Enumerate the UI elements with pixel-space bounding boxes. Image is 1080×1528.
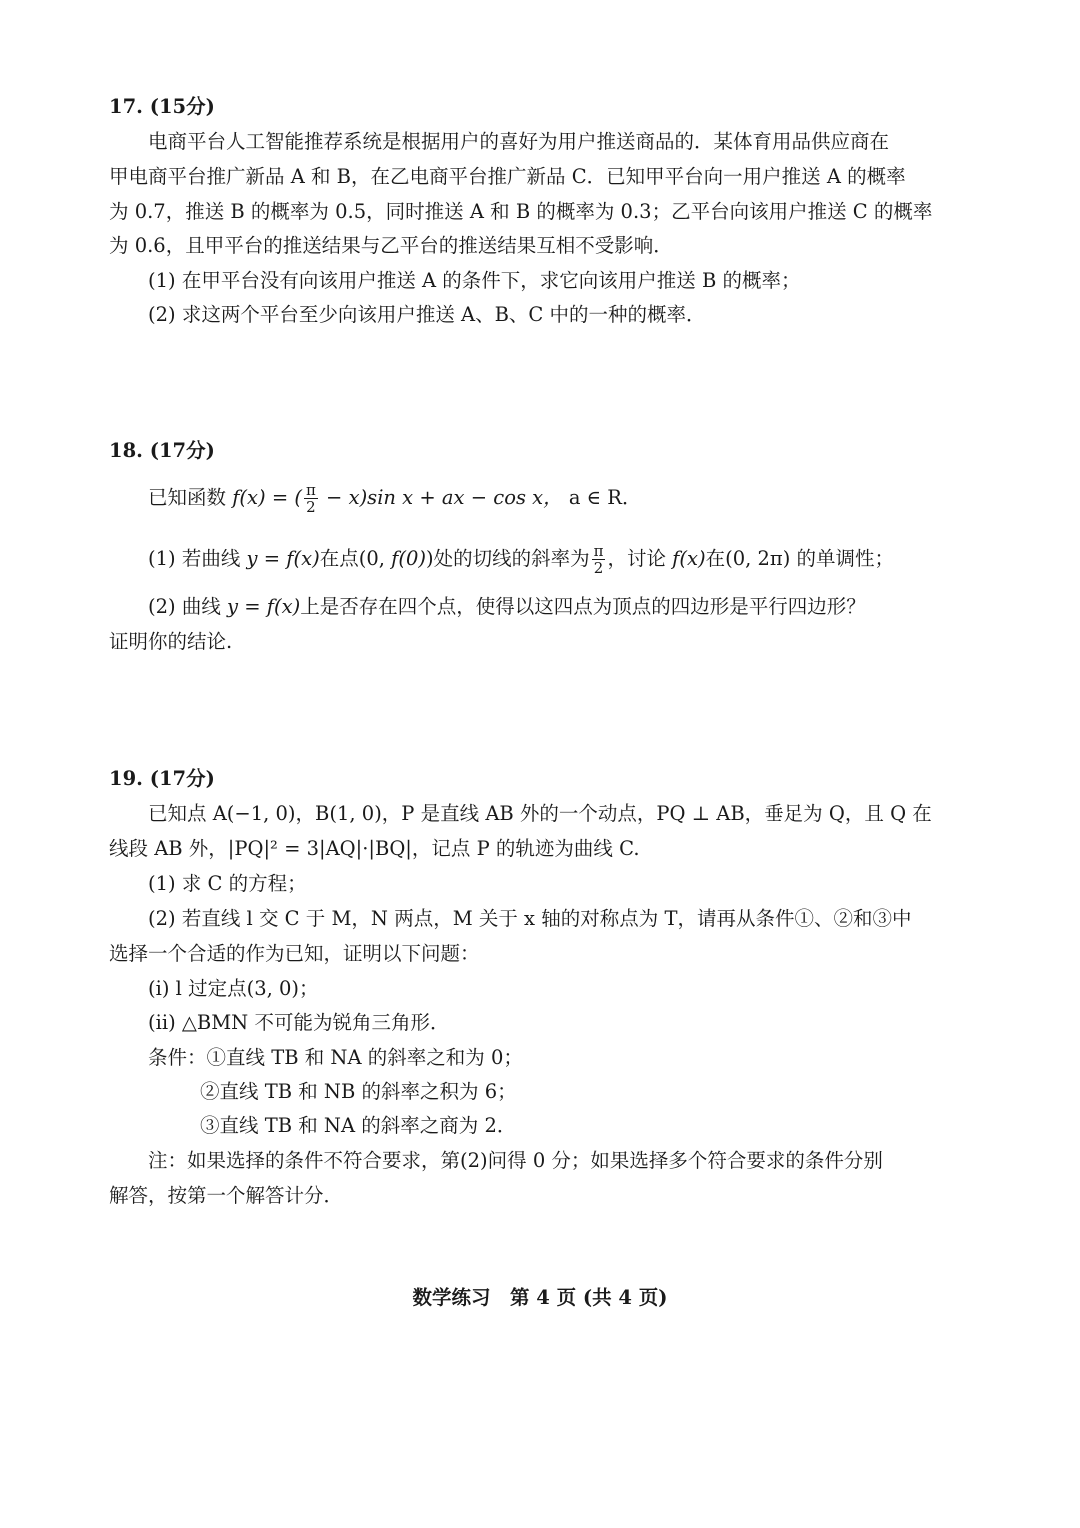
q17-header: 17. (15分) <box>109 95 215 118</box>
q17-line-1: 电商平台人工智能推荐系统是根据用户的喜好为用户推送商品的．某体育用品供应商在 <box>148 130 890 153</box>
q18-p1-d: f(0) <box>391 547 426 570</box>
q18-p1-e: )处的切线的斜率为 <box>425 547 590 570</box>
q18-part-2 <box>148 592 988 622</box>
q19-part-2-cont: 选择一个合适的作为已知，证明以下问题： <box>109 942 480 965</box>
q19-note-2: 解答，按第一个解答计分． <box>109 1184 344 1207</box>
q18-p1-frac-num: π <box>593 542 604 560</box>
q19-sub-ii: (ii) △BMN 不可能为锐角三角形． <box>148 1011 450 1034</box>
page-footer: 数学练习 第 4 页 (共 4 页) <box>412 1286 668 1309</box>
q17-part-1: (1) 在甲平台没有向该用户推送 A 的条件下，求它向该用户推送 B 的概率； <box>148 269 801 292</box>
q18-p2-a: (2) 曲线 <box>148 595 228 618</box>
q19-condition-2: ②直线 TB 和 NB 的斜率之积为 6； <box>200 1080 517 1103</box>
q19-line-2: 线段 AB 外，|PQ|² = 3|AQ|·|BQ|，记点 P 的轨迹为曲线 C. <box>109 837 640 860</box>
q18-p1-fraction <box>592 543 606 576</box>
q18-p1-g: f(x) <box>672 547 706 570</box>
q18-p1-b: y = f(x) <box>246 547 320 570</box>
q19-sub-i: (i) l 过定点(3, 0)； <box>148 977 319 1000</box>
q17-line-4: 为 0.6，且甲平台的推送结果与乙平台的推送结果互相不受影响． <box>109 234 673 257</box>
q18-p1-frac-den: 2 <box>593 559 604 577</box>
q18-func-frac-num: π <box>305 481 316 499</box>
q18-p1-f: ，讨论 <box>607 547 673 570</box>
q18-func-prefix: 已知函数 <box>148 486 233 509</box>
q18-func-fraction <box>304 482 318 515</box>
q19-header: 19. (17分) <box>109 767 215 790</box>
q19-part-1: (1) 求 C 的方程； <box>148 872 307 895</box>
q17-part-2: (2) 求这两个平台至少向该用户推送 A、B、C 中的一种的概率． <box>148 303 706 326</box>
q18-p2-c: 上是否存在四个点，使得以这四点为顶点的四边形是平行四边形？ <box>300 595 866 618</box>
q18-func-rest: − x)sin x + ax − cos x， <box>319 486 563 509</box>
q18-function-definition <box>148 482 988 515</box>
q18-p1-h: 在(0, 2π) 的单调性； <box>705 547 895 570</box>
q19-condition-1: 条件：①直线 TB 和 NA 的斜率之和为 0； <box>148 1046 523 1069</box>
q17-line-3: 为 0.7，推送 B 的概率为 0.5，同时推送 A 和 B 的概率为 0.3；乙平台向该用户推送 C 的概率 <box>109 200 933 223</box>
q18-p1-c: 在点(0, <box>319 547 392 570</box>
q18-func-frac-den: 2 <box>306 498 316 516</box>
q18-header: 18. (17分) <box>109 439 215 462</box>
q19-condition-3: ③直线 TB 和 NA 的斜率之商为 2． <box>200 1114 517 1137</box>
q17-line-2: 甲电商平台推广新品 A 和 B，在乙电商平台推广新品 C．已知甲平台向一用户推送 A 的概率 <box>109 165 906 188</box>
q18-func-domain: a ∈ R． <box>562 486 642 509</box>
q19-part-2: (2) 若直线 l 交 C 于 M，N 两点，M 关于 x 轴的对称点为 T，请再从条件①、②和③中 <box>148 907 912 930</box>
q18-p1-a: (1) 若曲线 <box>148 547 247 570</box>
q18-func-lhs: f(x) = ( <box>232 486 302 509</box>
q19-line-1: 已知点 A(−1, 0)，B(1, 0)，P 是直线 AB 外的一个动点，PQ ⊥ AB，垂足为 Q，且 Q 在 <box>148 802 932 825</box>
q18-part-1 <box>148 543 988 576</box>
q18-conclusion-line: 证明你的结论. <box>109 630 233 653</box>
q18-p2-b: y = f(x) <box>227 595 301 618</box>
q19-note-1: 注：如果选择的条件不符合要求，第(2)问得 0 分；如果选择多个符合要求的条件分别 <box>148 1149 883 1172</box>
